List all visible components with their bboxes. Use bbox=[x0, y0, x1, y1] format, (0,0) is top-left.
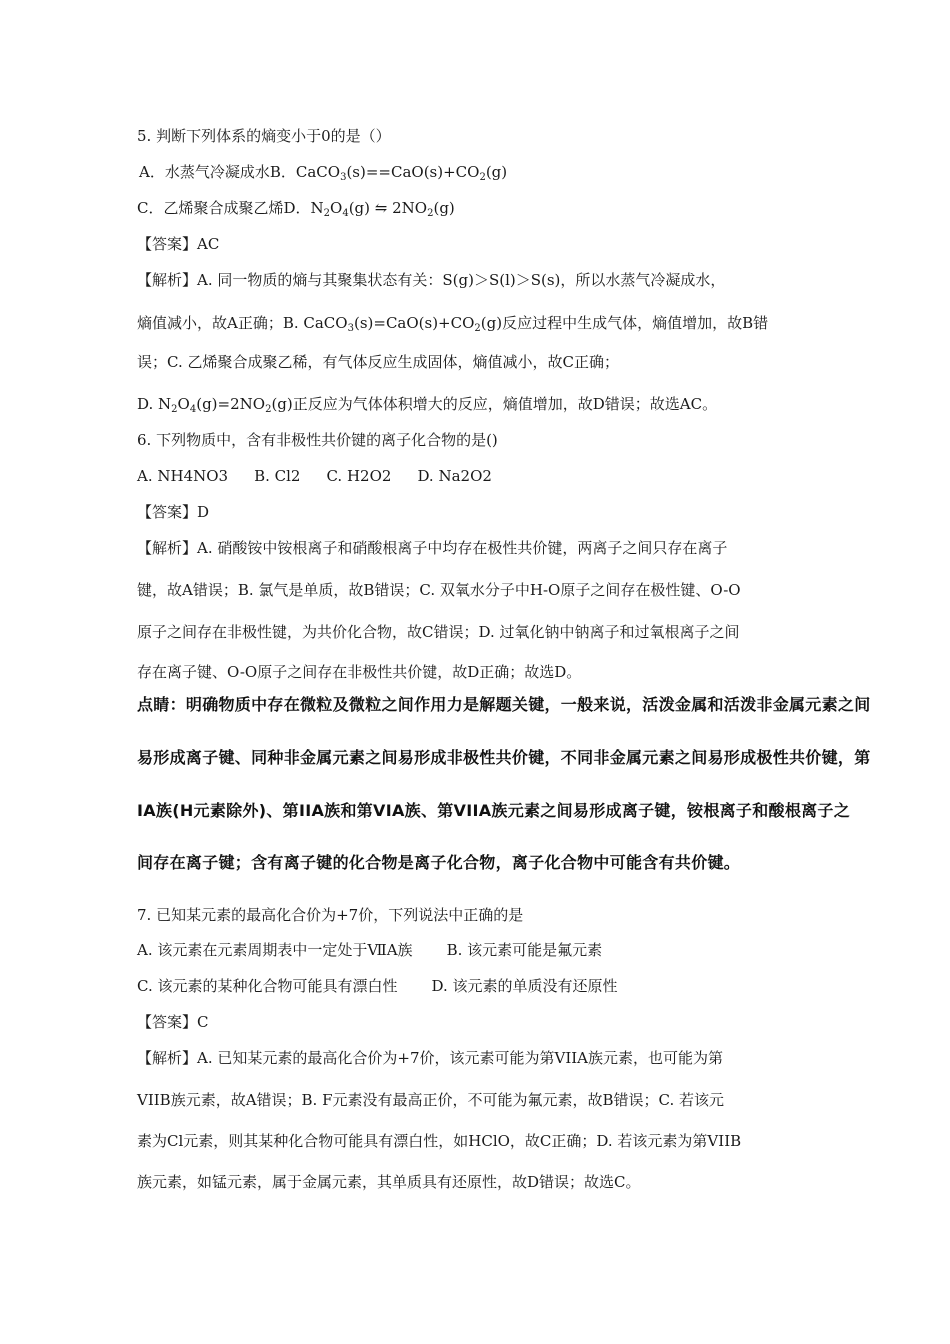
q5-question: 5. 判断下列体系的熵变小于0的是（） bbox=[137, 127, 391, 145]
q5-option-b: B．$CaCO_3(s)==CaO(s)+CO_2(g)$ bbox=[269, 163, 508, 183]
q7-question: 7. 已知某元素的最高化合价为+7价，下列说法中正确的是 bbox=[137, 906, 524, 924]
q6-answer: 【答案】D bbox=[137, 503, 210, 521]
q6-option-c: C. H2O2 bbox=[326, 467, 392, 485]
q7-options-ab bbox=[137, 940, 602, 960]
q5-option-a: A．水蒸气冷凝成水 bbox=[139, 163, 270, 181]
q6-explanation-line-2: 键，故A错误；B. 氯气是单质，故B错误；C. 双氧水分子中H-O原子之间存在极性键、O-O bbox=[137, 581, 741, 599]
q7-explanation-line-4: 族元素，如锰元素，属于金属元素，其单质具有还原性，故D错误；故选C。 bbox=[137, 1173, 641, 1191]
q6-explanation-line-3: 原子之间存在非极性键，为共价化合物，故C错误；D. 过氧化钠中钠离子和过氧根离子之间 bbox=[137, 623, 740, 641]
q5-explanation-line-1: 【解析】A. 同一物质的熵与其聚集状态有关：S(g)＞S(l)＞S(s)，所以水蒸气冷凝成水， bbox=[137, 271, 726, 289]
q5-answer: 【答案】AC bbox=[137, 235, 220, 253]
q5-option-d: D．$N_2O_4(g)$ ⇋ $2NO_2(g)$ bbox=[283, 199, 455, 219]
q7-explanation-line-1: 【解析】A. 已知某元素的最高化合价为+7价，该元素可能为第VIIA族元素，也可能为第 bbox=[137, 1049, 723, 1067]
q5-option-c: C．乙烯聚合成聚乙烯 bbox=[137, 199, 284, 217]
q7-option-c: C. 该元素的某种化合物可能具有漂白性 bbox=[137, 977, 398, 995]
q7-option-d: D. 该元素的单质没有还原性 bbox=[431, 977, 618, 995]
q5-explanation-line-3: 误；C. 乙烯聚合成聚乙稀，有气体反应生成固体，熵值减小，故C正确； bbox=[137, 353, 619, 371]
q6-question: 6. 下列物质中，含有非极性共价键的离子化合物的是() bbox=[137, 431, 498, 449]
q7-answer: 【答案】C bbox=[137, 1013, 209, 1031]
q5-explanation-line-4: D. $N_2O_4(g)=2NO_2(g)$正反应为气体体积增大的反应，熵值增加，故D错误；故选AC。 bbox=[137, 395, 718, 415]
q6-note-line-2: 易形成离子键、同种非金属元素之间易形成非极性共价键，不同非金属元素之间易形成极性共价键，第 bbox=[137, 748, 871, 767]
q6-explanation-line-4: 存在离子键、O-O原子之间存在非极性共价键，故D正确；故选D。 bbox=[137, 663, 582, 681]
q7-option-b: B. 该元素可能是氟元素 bbox=[446, 941, 603, 959]
q6-options bbox=[137, 466, 492, 486]
q7-explanation-line-2: VIIB族元素，故A错误；B. F元素没有最高正价，不可能为氟元素，故B错误；C. 若该元 bbox=[137, 1091, 725, 1109]
q6-explanation-line-1: 【解析】A. 硝酸铵中铵根离子和硝酸根离子中均存在极性共价键，两离子之间只存在离子 bbox=[137, 539, 728, 557]
q6-option-b: B. Cl2 bbox=[254, 467, 301, 485]
q7-options-cd bbox=[137, 976, 618, 996]
q6-note-line-3: IA族(H元素除外)、第IIA族和第VIA族、第VIIA族元素之间易形成离子键，铵根离子和酸根离子之 bbox=[137, 801, 851, 820]
q6-note-line-1: 点睛：明确物质中存在微粒及微粒之间作用力是解题关键，一般来说，活泼金属和活泼非金属元素之间 bbox=[137, 695, 871, 714]
q6-option-a: A. NH4NO3 bbox=[137, 467, 229, 485]
q7-explanation-line-3: 素为Cl元素，则其某种化合物可能具有漂白性，如HClO，故C正确；D. 若该元素为第VIIB bbox=[137, 1132, 742, 1150]
q6-note-line-4: 间存在离子键；含有离子键的化合物是离子化合物，离子化合物中可能含有共价键。 bbox=[137, 853, 741, 872]
q6-option-d: D. Na2O2 bbox=[417, 467, 492, 485]
q7-option-a: A. 该元素在元素周期表中一定处于ⅦA族 bbox=[137, 941, 413, 959]
q5-options-cd bbox=[137, 198, 455, 218]
q5-options-ab bbox=[139, 162, 507, 182]
q5-explanation-line-2: 熵值减小，故A正确；B. $CaCO_3(s)=CaO(s)+CO_2(g)$反应过程中生成气体，熵值增加，故B错 bbox=[137, 314, 769, 334]
